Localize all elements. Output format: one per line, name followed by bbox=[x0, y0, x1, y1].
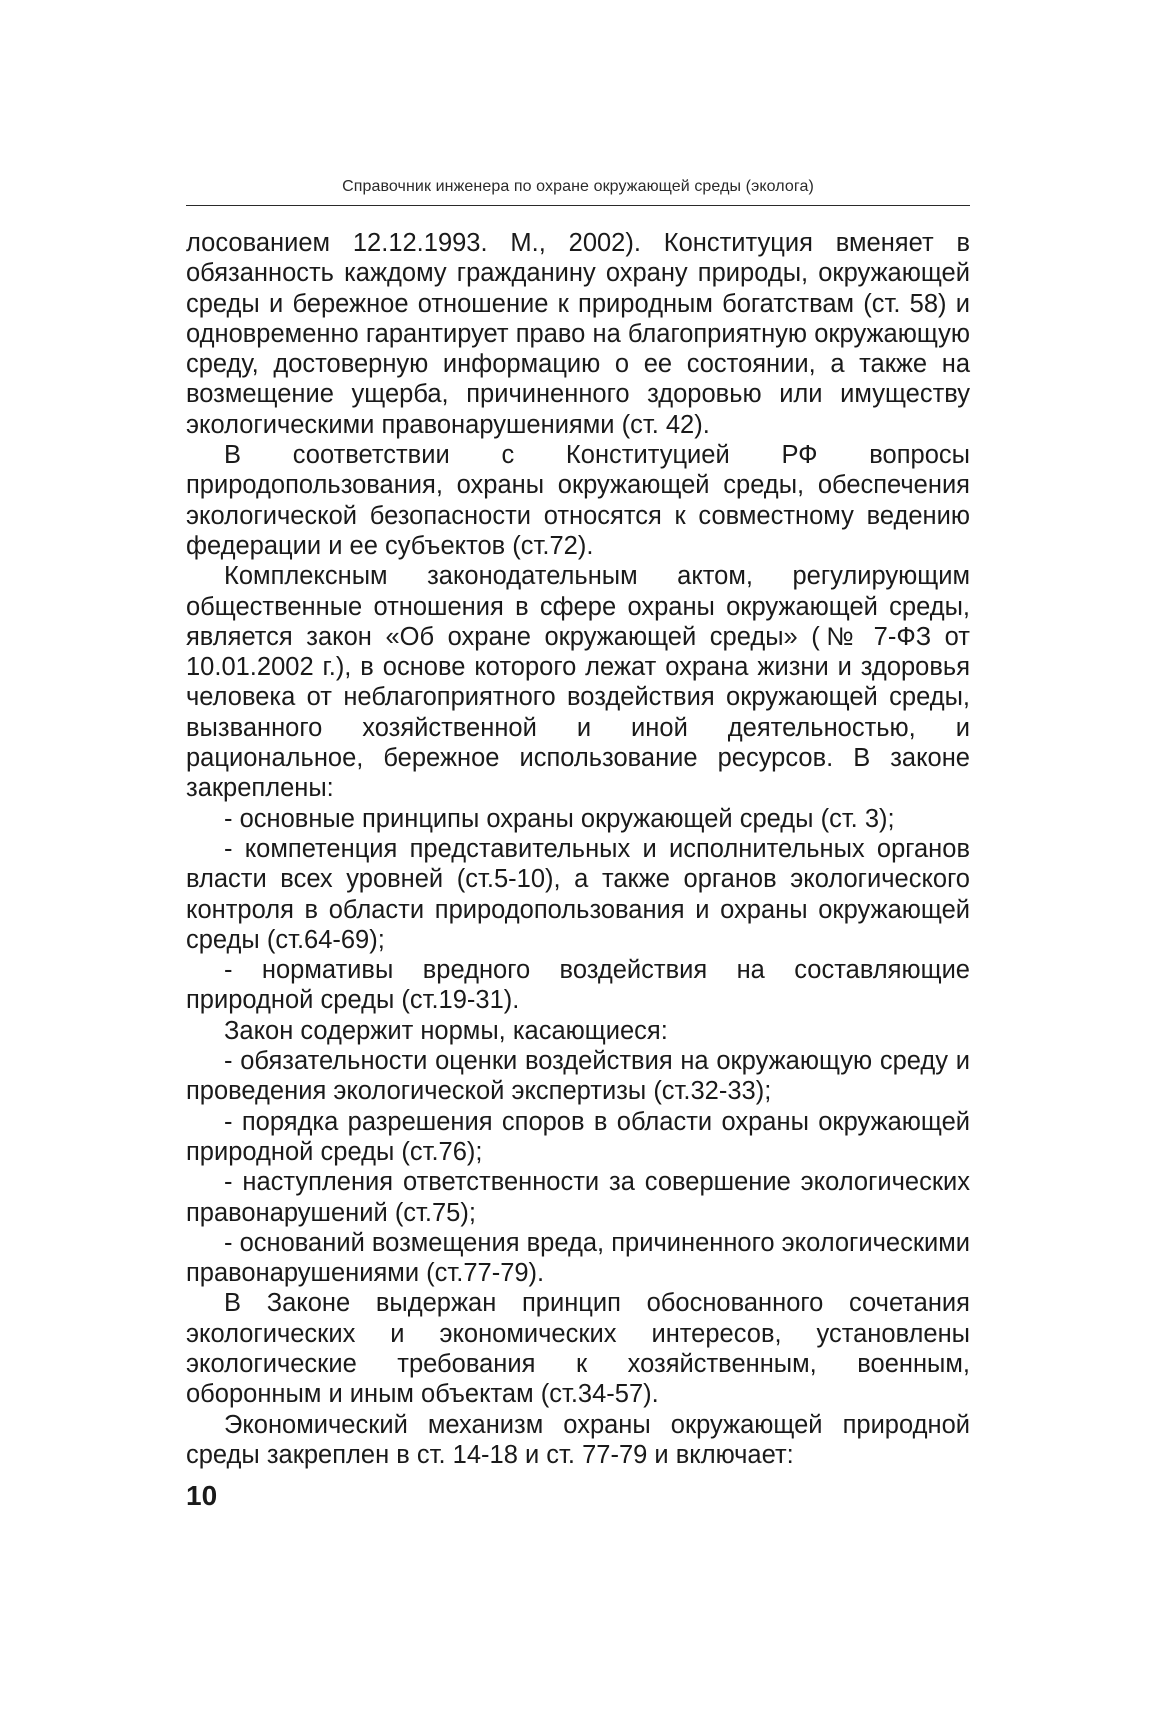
paragraph: Закон содержит нормы, касающиеся: bbox=[224, 1016, 668, 1045]
list-item: - обязательности оценки воздействия на окружающую среду и проведения экологической экспертизы (ст.32-33); bbox=[186, 1047, 970, 1106]
paragraph: В соответствии с Конституцией РФ вопросы природопользования, охраны окружающей среды, обеспечения экологической безопасности относятся к совместному ведению федерации и ее субъектов (ст.72). bbox=[186, 441, 970, 560]
paragraph: Экономический механизм охраны окружающей природной среды закреплен в ст. 14-18 и ст. 77-79 и включает: bbox=[186, 1410, 970, 1469]
running-head: Справочник инженера по охране окружающей среды (эколога) bbox=[342, 178, 814, 195]
list-item: - наступления ответственности за совершение экологических правонарушений (ст.75); bbox=[186, 1168, 970, 1227]
list-item: - основные принципы охраны окружающей среды (ст. 3); bbox=[224, 804, 895, 833]
body-text bbox=[186, 228, 970, 1470]
paragraph: Комплексным законодательным актом, регулирующим общественные отношения в сфере охраны окружающей среды, является закон «Об охране окружающей среды» (№ 7-ФЗ от 10.01.2002 г.), в основе которого лежат охрана жизни и здоровья человека от неблагоприятного воздействия окружающей среды, вызванного хозяйственной и иной деятельностью, и рациональное, бережное использование ресурсов. В законе закреплены: bbox=[186, 562, 970, 803]
list-item: - нормативы вредного воздействия на составляющие природной среды (ст.19-31). bbox=[186, 956, 970, 1015]
paragraph: В Законе выдержан принцип обоснованного сочетания экологических и экономических интересов, установлены экологические требования к хозяйственным, военным, оборонным и иным объектам (ст.34-57). bbox=[186, 1289, 970, 1409]
list-item: - порядка разрешения споров в области охраны окружающей природной среды (ст.76); bbox=[186, 1107, 970, 1166]
header-divider bbox=[186, 205, 970, 206]
list-item: - компетенция представительных и исполнительных органов власти всех уровней (ст.5-10), а также органов экологического контроля в области природопользования и охраны окружающей среды (ст.64-69); bbox=[186, 834, 970, 954]
list-item: - оснований возмещения вреда, причиненного экологическими правонарушениями (ст.77-79). bbox=[186, 1228, 970, 1288]
page-number: 10 bbox=[186, 1480, 218, 1511]
paragraph: лосованием 12.12.1993. М., 2002). Конституция вменяет в обязанность каждому гражданину охрану природы, окружающей среды и бережное отношение к природным богатствам (ст. 58) и одновременно гарантирует право на благоприятную окружающую среду, достоверную информацию о ее состоянии, а также на возмещение ущерба, причиненного здоровью или имуществу экологическими правонарушениями (ст. 42). bbox=[186, 229, 970, 439]
